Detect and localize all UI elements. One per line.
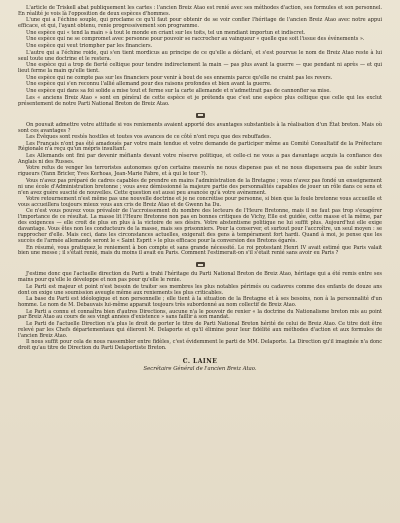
paragraph: L'une qui a l'échine souple, qui proclame ce qu'il faut pour obtenir de se voir confier l'héritage de l'ancien Breiz Atao avec notre appui efficace, et qui, l'ayant obtenu, renie progressivement son programme. bbox=[18, 17, 382, 30]
paragraph: Une espèce qui ne se compromet avec personne pour pouvoir se raccrocher au vainqueur « quelle que soit l'issue des événements ». bbox=[26, 36, 365, 43]
paragraph: Les Évêques sont restés hostiles et toutes vos avances de ce côté n'ont reçu que des rebuffades. bbox=[26, 134, 272, 141]
section-separator-ornament bbox=[18, 111, 382, 120]
paragraph: Une espèce qui ne compte pas sur les financiers pour venir à bout de ses ennemis parce qu'elle ne craint pas les revers. bbox=[26, 74, 333, 81]
paragraph: Une espèce qui s'en reconnu l'allié allemand pour des raisons profondes et bien avant la guerre. bbox=[26, 81, 272, 88]
paragraph: Une espèce qui veut triompher par les financiers. bbox=[26, 42, 153, 49]
paragraph: Ce n'est vous pouvez vous prévaloir de l'accroissement du nombre des lecteurs de l'Heure Bretonne, mais il ne faut pas trop s'exagérer l'importance de ce résultat. La masse lit l'Heure Bretonne non pas en bonnes critiques de Vichy, Elle est guidée, cette masse et la même, par des exigences — elle croit de plus en plus à la victoire de ses désirs. Votre abstentisme politique ne lui suffit plus. Aujourd'hui elle exige davantage. Vous êtes non les conducteurs de la masse, mais ses prisonniers. Pour la conserver, et surtout pour l'accroître, un seul moyen : se rapprocher d'elle. Mais ceci, dans les circonstances actuelles, exigerait des gens à tempérament fort hardi. Quand à moi, je pense que les succès de l'armée allemande seront le « Saint Esprit » le plus efficace pour la conversion des Bretons égarés. bbox=[18, 208, 382, 244]
paragraph: Les Allemands ont fini par devenir méfiants devant votre réserve politique, et celle-ci ne vous a pas davantage acquis la confiance des Anglais ni des Russes. bbox=[18, 152, 382, 165]
paragraph: La base du Parti est idéologique et non personnelle ; elle tient à la situation de la Bretagne et à ses besoins, non à la personnalité d'un homme. Le nom de M. Debauvais lui-même apparait toujours très subordonné au nom collectif de Breiz Atao. bbox=[18, 296, 382, 309]
paragraph: L'autre qui a l'échine roide, qui s'en tient mordicus au principe de ce qu'elle a déclaré, et s'est pourvue le nom de Breiz Atao reste à lui seul toute une doctrine et le restera. bbox=[18, 49, 382, 62]
paragraph: Votre retournement n'est même pas une nouvelle doctrine et je ne concrétise pour personne, si bien que la foule bretonne vous accueille et vous accueillera toujours mieux vous aux cris de Breiz Atao et de Gwenn ha Du. bbox=[18, 196, 382, 208]
paragraph: On pouvait admettre votre attitude si vos reniements avaient apporté des avantages substantiels à la réalisation d'un État breton. Mais où sont ces avantages ? bbox=[18, 121, 382, 134]
paragraph: Le Parti est majeur et point n'est besoin de traiter ses membres les plus notables périmés ou cadavres comme des enfants de douze ans dont on exige une soumission aveugle même aux reniements les plus criticables. bbox=[18, 283, 382, 296]
paragraph: Les Français n'ont pas été amadoués par votre main tendue et votre demande de participer même au Comité Consultatif de la Préfecture Régionale n'a reçu qu'un mépris insultant. bbox=[18, 140, 382, 153]
paragraph: Une espèce qui dans sa foi solide a mise tout et ferme sur la carte allemande et n'admettrait pas de cannonfier sa mise. bbox=[26, 87, 331, 94]
section-1 bbox=[18, 6, 382, 108]
paragraph: Une espèce qui « tend la main » à tout le monde en criant sur les toits, tel un mendiant importun et indiscret. bbox=[26, 29, 306, 36]
signature-name: C. LAINE bbox=[182, 358, 218, 366]
ornament-icon bbox=[196, 113, 205, 118]
paragraph: Vous n'avez pas préparé de cadres capables de prendre en mains l'administration de la Bretagne ; vous n'avez pas fondé un enseignement ni une école d'Administration bretonne ; vous avez démissionné la majeure partie des personnalités capables de jouer un rôle dans ce sens et n'en avez guère suscité de nouvelles. Cette question est aussi peu avancée qu'à votre avènement. bbox=[18, 177, 382, 196]
paragraph: Une espèce qui a trop de fierté celtique pour tendre indirectement la main — pas plus avant la guerre — que pendant ni après — et qui lieut ferme la main qu'elle tient. bbox=[18, 62, 382, 75]
paragraph: Les « anciens Breiz Atao » sont en général de cette espèce et je prétends que c'est une espèce plus celtique que celle qui les exclut présentement de notre Parti National Breton de Breiz Atao. bbox=[18, 94, 382, 107]
signature-title: Secrétaire Général de l'ancien Breiz Atao. bbox=[143, 366, 257, 373]
section-3 bbox=[18, 272, 382, 352]
paragraph: Votre refus de venger les terroristes autonomes qu'on certains mesurés ne nous dispense pas et ne nous dispensera pas de subir leurs rigueurs (Yann Bricler, Yves Kerhoas, Jean-Marie Fabre, et à qui le tour ?). bbox=[18, 165, 382, 178]
paragraph: En résumé, vous pratiquez le reniement à bon compte et sans grande nécessité. Le roi protestant Henri IV avait estimé que Paris valait bien une messe ; il s'était renié, mais du moins il avait eu Paris. Comment l'estimerait-on s'il s'était renié sans avoir eu Paris ? bbox=[18, 244, 382, 257]
paragraph: Il nous suffit pour cela de nous rassembler entre fidèles, c'est évidemment le parti de MM. Delaporte. La Direction qu'il imaginée n'a donc droit qu'au titre de Direction du Parti Delaportiste Breton. bbox=[18, 339, 382, 352]
paragraph: Le Parti de l'actuelle Direction n'a plus le droit de porter le titre de Parti National Breton hérité de celui de Breiz Atao. Ce titre doit être relevé par les Chefs départementaux qui élieront M. Delaporte et qu'il élimine pour leur fidélité aux méthodes d'action et aux formules de l'ancien Breiz Atao. bbox=[18, 320, 382, 339]
ornament-icon bbox=[196, 262, 205, 267]
paragraph: L'article de Triskell abat publiquement les cartes : l'ancien Breiz Atao est renié avec ses méthodes d'action, ses formules et son personnel. En réalité je vois là l'opposition de deux espèces d'hommes. bbox=[18, 5, 382, 17]
section-separator-ornament bbox=[18, 260, 382, 269]
paragraph: J'estime donc que l'actuelle direction du Parti a trahi l'héritage du Parti National Breton de Breiz Atao, héritage qui a été remis entre ses mains pour qu'elle le développe et non pas pour qu'elle le renie. bbox=[18, 271, 382, 284]
paragraph: Le Parti a connu et connaîtra bien d'autres Directions, aucune n'a le pouvoir de renier « la doctrine du Nationalisme breton mis au point par Breiz Atao au cours de ses vingt années d'existence » sans faillir à son mandat. bbox=[18, 308, 382, 321]
section-2 bbox=[18, 123, 382, 258]
